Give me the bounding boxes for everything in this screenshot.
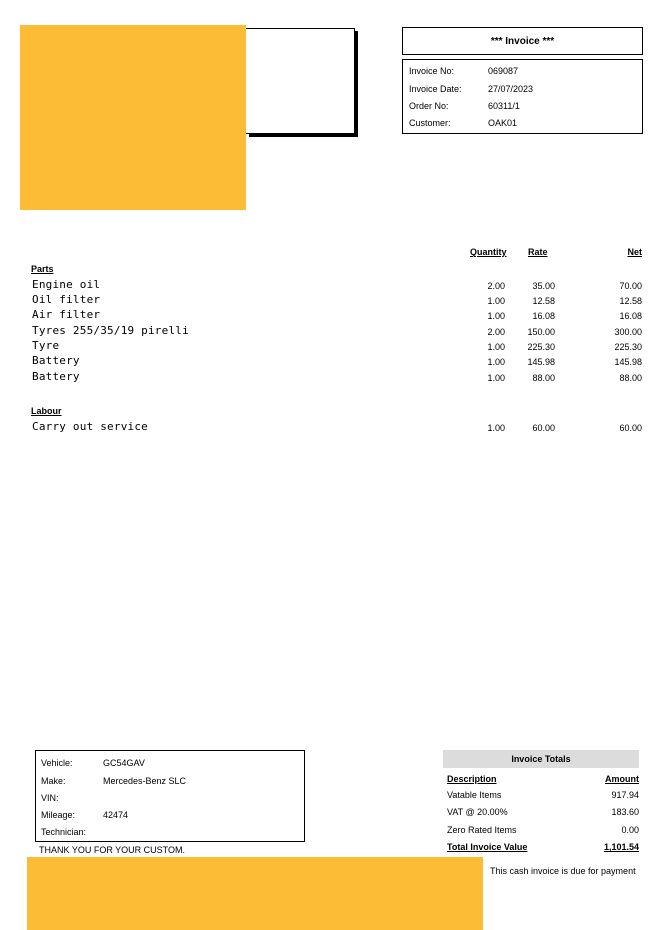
line-item — [0, 420, 671, 434]
line-item — [0, 339, 671, 353]
line-item-description: Air filter — [32, 308, 101, 321]
line-item-net: 300.00 — [614, 327, 642, 337]
line-item-description: Battery — [32, 354, 80, 367]
totals-header — [443, 750, 639, 768]
customer-label: Customer: — [409, 118, 451, 128]
totals-row-value: 0.00 — [621, 825, 639, 835]
line-item-rate: 150.00 — [527, 327, 555, 337]
line-item-quantity: 2.00 — [487, 281, 505, 291]
invoice-details-box — [402, 59, 643, 134]
parts-heading: Parts — [31, 264, 54, 274]
vin-label: VIN: — [41, 793, 59, 803]
line-item-quantity: 1.00 — [487, 357, 505, 367]
line-item-description: Tyre — [32, 339, 60, 352]
totals-title: Invoice Totals — [511, 754, 571, 764]
line-item-net: 70.00 — [619, 281, 642, 291]
address-box — [246, 28, 355, 134]
redacted-logo-area — [20, 25, 246, 210]
invoice-no-value: 069087 — [488, 66, 519, 76]
totals-row-label: VAT @ 20.00% — [447, 807, 508, 817]
line-item-rate: 12.58 — [532, 296, 555, 306]
totals-row-value: 917.94 — [611, 790, 639, 800]
line-item-rate: 16.08 — [532, 311, 555, 321]
line-item-net: 88.00 — [619, 373, 642, 383]
vehicle-value: GC54GAV — [103, 758, 145, 768]
line-item-rate: 145.98 — [527, 357, 555, 367]
line-item-quantity: 1.00 — [487, 311, 505, 321]
invoice-date-label: Invoice Date: — [409, 84, 462, 94]
line-item-description: Engine oil — [32, 278, 101, 291]
vehicle-label: Vehicle: — [41, 758, 73, 768]
line-item-description: Oil filter — [32, 293, 101, 306]
column-header-quantity: Quantity — [470, 247, 507, 257]
totals-row-label: Zero Rated Items — [447, 825, 517, 835]
line-item-quantity: 2.00 — [487, 327, 505, 337]
invoice-no-label: Invoice No: — [409, 66, 455, 76]
order-no-label: Order No: — [409, 101, 449, 111]
labour-heading: Labour — [31, 406, 62, 416]
technician-label: Technician: — [41, 827, 87, 837]
line-item-rate: 88.00 — [532, 373, 555, 383]
line-item-net: 225.30 — [614, 342, 642, 352]
totals-row-value: 183.60 — [611, 807, 639, 817]
order-no-value: 60311/1 — [488, 101, 520, 111]
total-invoice-value: 1,101.54 — [603, 842, 639, 852]
vehicle-details-box — [35, 750, 305, 842]
totals-amount-header: Amount — [605, 774, 639, 784]
line-item-rate: 35.00 — [532, 281, 555, 291]
line-item-rate: 60.00 — [532, 423, 555, 433]
mileage-label: Mileage: — [41, 810, 76, 820]
invoice-date-value: 27/07/2023 — [488, 84, 534, 94]
customer-value: OAK01 — [488, 118, 518, 128]
totals-row-label: Vatable Items — [447, 790, 502, 800]
make-label: Make: — [41, 776, 66, 786]
line-item-net: 60.00 — [619, 423, 642, 433]
column-header-net: Net — [627, 247, 642, 257]
line-item — [0, 278, 671, 292]
make-value: Mercedes-Benz SLC — [103, 776, 187, 786]
line-item-quantity: 1.00 — [487, 342, 505, 352]
total-invoice-label: Total Invoice Value — [447, 842, 528, 852]
line-item-quantity: 1.00 — [487, 373, 505, 383]
mileage-value: 42474 — [103, 810, 129, 820]
line-item-rate: 225.30 — [527, 342, 555, 352]
line-item — [0, 308, 671, 322]
invoice-title-box — [402, 27, 643, 55]
line-item-quantity: 1.00 — [487, 296, 505, 306]
line-item — [0, 324, 671, 338]
totals-description-header: Description — [447, 774, 497, 784]
line-item-net: 12.58 — [619, 296, 642, 306]
line-item — [0, 293, 671, 307]
payment-note: This cash invoice is due for payment — [490, 866, 636, 876]
line-item-net: 145.98 — [614, 357, 642, 367]
line-item-description: Carry out service — [32, 420, 148, 433]
thank-you-message: THANK YOU FOR YOUR CUSTOM. — [39, 845, 186, 855]
invoice-title: *** Invoice *** — [490, 35, 555, 47]
redacted-footer-area — [27, 857, 483, 930]
line-item-net: 16.08 — [619, 311, 642, 321]
line-item-description: Tyres 255/35/19 pirelli — [32, 324, 189, 337]
line-item-quantity: 1.00 — [487, 423, 505, 433]
column-header-rate: Rate — [528, 247, 548, 257]
line-item — [0, 370, 671, 384]
line-item — [0, 354, 671, 368]
line-item-description: Battery — [32, 370, 80, 383]
